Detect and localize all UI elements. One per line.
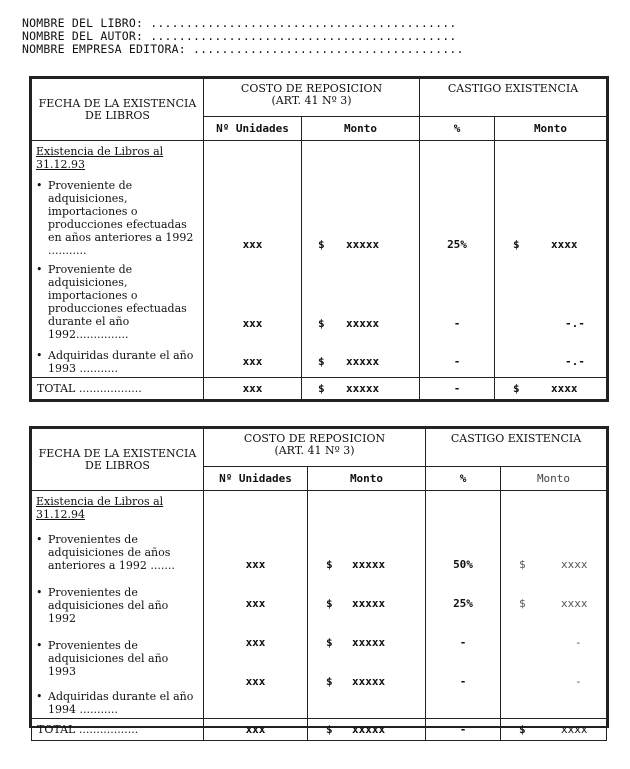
t1-total-monto: xxxxx: [346, 382, 380, 395]
t2-r3-unidades: xxx: [245, 636, 266, 649]
t1-total-label: TOTAL ..................: [32, 378, 204, 400]
table1-monto2-col: [495, 141, 607, 378]
t2-r3-cur: $: [326, 636, 333, 649]
table2-row3-text: • Provenientes de adquisiciones del año 1993: [36, 639, 169, 678]
t2-total-pct: -: [426, 719, 501, 741]
table2-monto-col: [308, 491, 426, 719]
table2-row4-text: • Adquiridas durante el año 1994 ...........: [36, 690, 194, 716]
t2-r2-pct: 25%: [453, 597, 473, 610]
table1-desc: [32, 141, 204, 378]
col-castigo-header: CASTIGO EXISTENCIA: [420, 79, 607, 117]
t1-total-cur2: $: [513, 382, 520, 395]
table2-monto2-col: [501, 491, 607, 719]
t1-r1-pct: 25%: [447, 238, 467, 251]
t2-r1-unidades: xxx: [245, 558, 266, 571]
t2-total-monto2-cell: [501, 719, 607, 741]
col-monto: Monto: [302, 117, 420, 141]
table2-desc: [32, 491, 204, 719]
t1-r1-cur2: $: [513, 238, 520, 251]
table1-row3-text: • Adquiridas durante el año 1993 ...........: [36, 349, 194, 375]
t2-total-monto-cell: [308, 719, 426, 741]
t2-r1-cur: $: [326, 558, 333, 571]
t1-r3-monto: xxxxx: [346, 355, 380, 368]
t2-col-costo-header: [204, 429, 426, 467]
t2-col-fecha-header: FECHA DE LA EXISTENCIA DE LIBROS: [32, 429, 204, 491]
t2-costo-line2: (ART. 41 Nº 3): [274, 444, 355, 457]
t1-r1-unidades: xxx: [242, 238, 263, 251]
header-autor: NOMBRE DEL AUTOR: ...........................................: [22, 29, 457, 43]
t1-r3-cur: $: [318, 355, 325, 368]
table2-pct-col: [426, 491, 501, 719]
t2-r4-unidades: xxx: [245, 675, 266, 688]
t2-r2-unidades: xxx: [245, 597, 266, 610]
t1-r2-pct: -: [453, 317, 461, 330]
t2-r4-pct: -: [459, 675, 467, 688]
t2-r3-pct: -: [459, 636, 467, 649]
t2-total-cur: $: [326, 723, 333, 736]
costo-line1: COSTO DE REPOSICION: [240, 82, 383, 95]
t2-r1-cur2: $: [519, 558, 526, 571]
t1-r2-cur: $: [318, 317, 325, 330]
t1-total-unidades: xxx: [204, 378, 302, 400]
header-libro: NOMBRE DEL LIBRO: ...........................................: [22, 16, 457, 30]
t1-r2-monto: xxxxx: [346, 317, 380, 330]
t2-r3-monto2: -: [575, 636, 582, 649]
t2-r1-monto2: xxxx: [561, 558, 588, 571]
t1-r1-monto: xxxxx: [346, 238, 380, 251]
t1-r3-unidades: xxx: [242, 355, 263, 368]
table1-unidades-col: [204, 141, 302, 378]
costo-line2: (ART. 41 Nº 3): [271, 94, 352, 107]
t2-r1-pct: 50%: [453, 558, 473, 571]
t1-r2-monto2: -.-: [565, 317, 585, 330]
table1-row1-text: • Proveniente de adquisiciones, importaciones o producciones efectuadas en años anteriores a 1992 ...........: [36, 179, 194, 257]
t2-r4-monto2: -: [575, 675, 582, 688]
t2-r2-cur2: $: [519, 597, 526, 610]
t1-total-monto2-cell: [495, 378, 607, 400]
t2-col-pct: %: [426, 467, 501, 491]
t2-r2-monto2: xxxx: [561, 597, 588, 610]
table2-row1-text: • Provenientes de adquisiciones de años anteriores a 1992 .......: [36, 533, 175, 572]
table2-row2-text: • Provenientes de adquisiciones del año 1992: [36, 586, 169, 625]
t2-col-castigo-header: CASTIGO EXISTENCIA: [426, 429, 607, 467]
col-fecha-header: FECHA DE LA EXISTENCIA DE LIBROS: [32, 79, 204, 141]
t1-r3-monto2: -.-: [565, 355, 585, 368]
t2-total-monto: xxxxx: [352, 723, 386, 736]
table-2: [29, 426, 609, 736]
t2-total-cur2: $: [519, 723, 526, 736]
t2-total-monto2: xxxx: [561, 723, 588, 736]
t2-col-unidades: Nº Unidades: [204, 467, 308, 491]
t1-total-monto-cell: [302, 378, 420, 400]
t1-r1-monto2: xxxx: [551, 238, 578, 251]
t2-col-monto: Monto: [308, 467, 426, 491]
t2-col-monto2: Monto: [501, 467, 607, 491]
t2-costo-line1: COSTO DE REPOSICION: [243, 432, 386, 445]
table1-existencia: Existencia de Libros al 31.12.93: [36, 145, 164, 171]
col-unidades: Nº Unidades: [204, 117, 302, 141]
t1-r3-pct: -: [453, 355, 461, 368]
table1-row2-text: • Proveniente de adquisiciones, importaciones o producciones efectuadas durante el año 1992...............: [36, 263, 187, 341]
t2-total-unidades: xxx: [204, 719, 308, 741]
table-1: [29, 76, 609, 402]
t2-r3-monto: xxxxx: [352, 636, 386, 649]
t2-total-label: TOTAL .................: [32, 719, 204, 741]
t1-total-cur: $: [318, 382, 325, 395]
table1-monto-col: [302, 141, 420, 378]
t2-r2-monto: xxxxx: [352, 597, 386, 610]
table2-existencia: Existencia de Libros al 31.12.94: [36, 495, 164, 521]
t2-r4-monto: xxxxx: [352, 675, 386, 688]
t2-r4-cur: $: [326, 675, 333, 688]
t1-total-monto2: xxxx: [551, 382, 578, 395]
t1-total-pct: -: [420, 378, 495, 400]
table2-unidades-col: [204, 491, 308, 719]
table1-pct-col: [420, 141, 495, 378]
col-costo-header: [204, 79, 420, 117]
t2-r1-monto: xxxxx: [352, 558, 386, 571]
t1-r2-unidades: xxx: [242, 317, 263, 330]
t1-r1-cur: $: [318, 238, 325, 251]
col-pct: %: [420, 117, 495, 141]
col-monto2: Monto: [495, 117, 607, 141]
header-editora: NOMBRE EMPRESA EDITORA: ......................................: [22, 42, 464, 56]
t2-r2-cur: $: [326, 597, 333, 610]
